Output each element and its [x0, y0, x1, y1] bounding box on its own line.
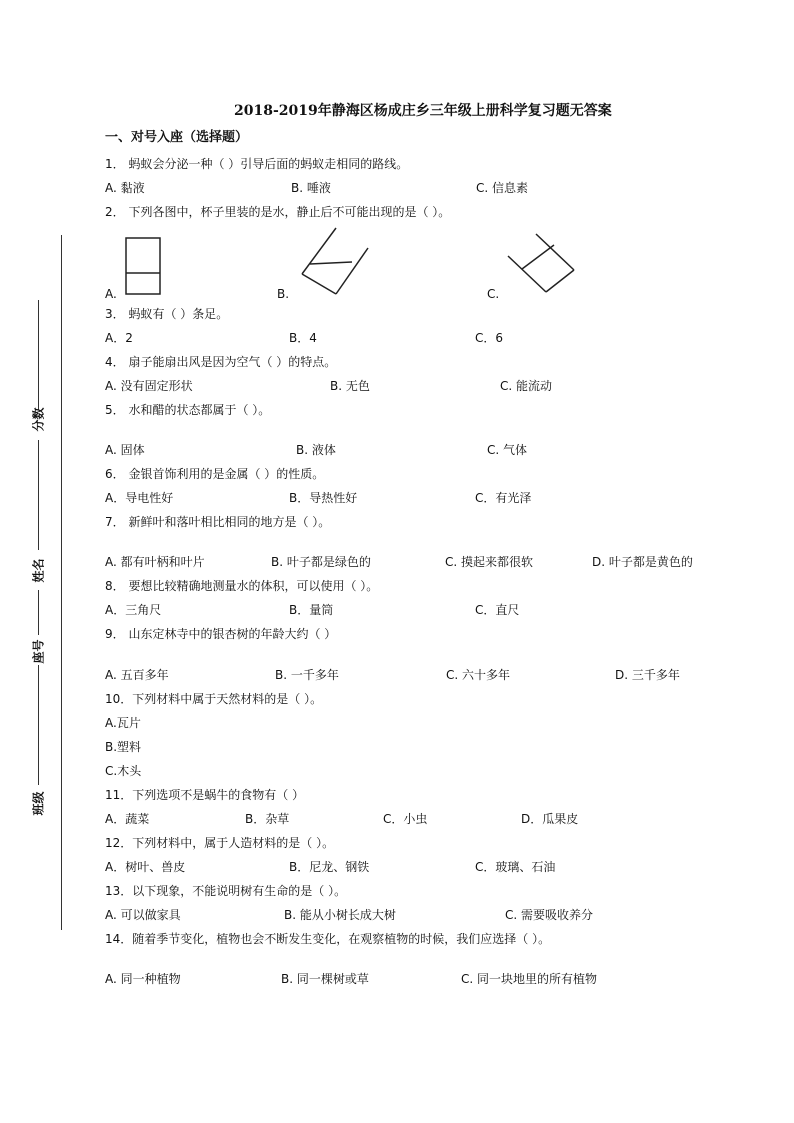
side-label-score: 分数 [31, 407, 46, 432]
cup-figure-b [296, 224, 376, 300]
option[interactable]: B．4 [289, 331, 317, 345]
score-blank-line [38, 300, 39, 410]
cup-figure-c [504, 226, 580, 298]
question-stem: 10．下列材料中属于天然材料的是（ ）。 [105, 692, 323, 706]
question-stem: 8． 要想比较精确地测量水的体积，可以使用（ ）。 [105, 579, 379, 593]
option[interactable]: B. 叶子都是绿色的 [271, 555, 371, 569]
option[interactable]: A．导电性好 [105, 491, 174, 505]
option[interactable]: C. 能流动 [500, 379, 553, 393]
option[interactable]: B. 一千多年 [275, 668, 339, 682]
option[interactable]: A．树叶、兽皮 [105, 860, 186, 874]
option[interactable]: B. [277, 287, 290, 301]
option[interactable]: B．尼龙、钢铁 [289, 860, 370, 874]
option[interactable]: C. 摸起来都很软 [445, 555, 534, 569]
option[interactable]: D. 叶子都是黄色的 [592, 555, 693, 569]
question-stem: 6． 金银首饰利用的是金属（ ）的性质。 [105, 467, 325, 481]
option[interactable]: C. 需要吸收养分 [505, 908, 594, 922]
cup-figure-a [118, 236, 168, 300]
option[interactable]: A．三角尺 [105, 603, 162, 617]
option[interactable]: A．蔬菜 [105, 812, 150, 826]
question-stem: 4． 扇子能扇出风是因为空气（ ）的特点。 [105, 355, 337, 369]
option[interactable]: A. 可以做家具 [105, 908, 181, 922]
question-stem: 11．下列选项不是蜗牛的食物有（ ） [105, 788, 305, 802]
option[interactable]: A. 没有固定形状 [105, 379, 193, 393]
seat-blank-line [38, 590, 39, 635]
option[interactable]: B. 无色 [330, 379, 370, 393]
option[interactable]: C．有光泽 [475, 491, 532, 505]
option[interactable]: B. 唾液 [291, 181, 331, 195]
class-blank-line [38, 665, 39, 785]
option[interactable]: B. 同一棵树或草 [281, 972, 369, 986]
option[interactable]: A．2 [105, 331, 133, 345]
option[interactable]: B.塑料 [105, 740, 142, 754]
option[interactable]: C．小虫 [383, 812, 428, 826]
page-title: 2018-2019年静海区杨成庄乡三年级上册科学复习题无答案 [234, 103, 612, 119]
option[interactable]: C．玻璃、石油 [475, 860, 556, 874]
binding-line [61, 235, 62, 930]
option[interactable]: C. 六十多年 [446, 668, 511, 682]
option[interactable]: A. 五百多年 [105, 668, 169, 682]
option[interactable]: B. 能从小树长成大树 [284, 908, 396, 922]
question-stem: 1． 蚂蚁会分泌一种（ ）引导后面的蚂蚁走相同的路线。 [105, 157, 409, 171]
option[interactable]: A. [105, 287, 117, 301]
option[interactable]: A.瓦片 [105, 716, 141, 730]
option[interactable]: D．瓜果皮 [521, 812, 579, 826]
option[interactable]: A. 固体 [105, 443, 145, 457]
option[interactable]: D. 三千多年 [615, 668, 680, 682]
side-label-name: 姓名 [31, 558, 46, 583]
option[interactable]: C. [487, 287, 500, 301]
question-stem: 3． 蚂蚁有（ ）条足。 [105, 307, 229, 321]
question-stem: 5． 水和醋的状态都属于（ ）。 [105, 403, 271, 417]
side-label-seat: 座号 [31, 639, 46, 664]
question-stem: 7． 新鲜叶和落叶相比相同的地方是（ ）。 [105, 515, 331, 529]
option[interactable]: C．直尺 [475, 603, 520, 617]
option[interactable]: A. 都有叶柄和叶片 [105, 555, 205, 569]
question-stem: 2． 下列各图中，杯子里装的是水，静止后不可能出现的是（ ）。 [105, 205, 451, 219]
option[interactable]: C. 气体 [487, 443, 528, 457]
question-stem: 14．随着季节变化，植物也会不断发生变化，在观察植物的时候，我们应选择（ ）。 [105, 932, 551, 946]
question-stem: 9． 山东定林寺中的银杏树的年龄大约（ ） [105, 627, 337, 641]
option[interactable]: C．6 [475, 331, 504, 345]
option[interactable]: A. 黏液 [105, 181, 145, 195]
option[interactable]: B．杂草 [245, 812, 290, 826]
side-label-class: 班级 [31, 791, 46, 816]
option[interactable]: C. 同一块地里的所有植物 [461, 972, 598, 986]
option[interactable]: A. 同一种植物 [105, 972, 181, 986]
option[interactable]: B. 液体 [296, 443, 336, 457]
option[interactable]: B．导热性好 [289, 491, 358, 505]
section-heading: 一、对号入座（选择题） [105, 130, 249, 145]
name-blank-line [38, 440, 39, 550]
question-stem: 13．以下现象，不能说明树有生命的是（ ）。 [105, 884, 347, 898]
option[interactable]: C.木头 [105, 764, 142, 778]
option[interactable]: C. 信息素 [476, 181, 529, 195]
question-stem: 12．下列材料中，属于人造材料的是（ ）。 [105, 836, 335, 850]
option[interactable]: B．量筒 [289, 603, 334, 617]
